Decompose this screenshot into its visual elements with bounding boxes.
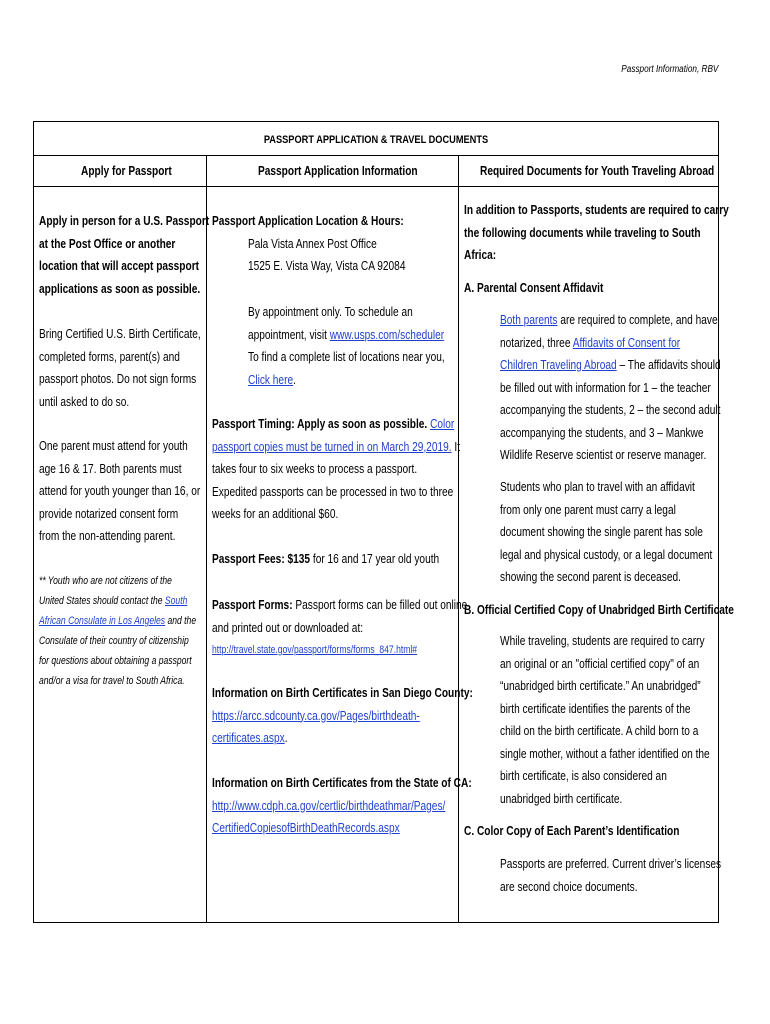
parent-attendance: One parent must attend for youth age 16 & 17. Both parents must attend for youth younger than 16, or provide notarized consent form from the non-attending parent. (39, 438, 201, 543)
usps-scheduler-link[interactable]: www.usps.com/scheduler (329, 326, 445, 342)
single-parent-text: Students who plan to travel with an affidavit from only one parent must carry a legal document showing the single parent has sole legal and physical custody, or a legal document showing the second parent is deceased. (500, 479, 713, 584)
sd-county-link[interactable]: https://arcc.sdcounty.ca.gov/Pages/birthdeath- (212, 707, 420, 723)
click-here-link[interactable]: Click here (248, 371, 294, 387)
appointment-section: By appointment only. To schedule an appointment, visit www.usps.com/scheduler To find a complete list of locations near you, Click here. (248, 304, 445, 387)
section-c-heading: C. Color Copy of Each Parent’s Identification (464, 823, 680, 838)
table-title: PASSPORT APPLICATION & TRAVEL DOCUMENTS (263, 134, 489, 146)
column-header-required-docs: Required Documents for Youth Traveling Abroad (480, 163, 715, 178)
cdph-link[interactable]: http://www.cdph.ca.gov/certlic/birthdeathmar/Pages/ (212, 797, 446, 813)
section-b-heading: B. Official Certified Copy of Unabridged Birth Certificate (464, 602, 734, 617)
affidavit-link[interactable]: Affidavits of Consent for (572, 334, 681, 350)
fees-section: Passport Fees: $135 for 16 and 17 year old youth (212, 551, 440, 566)
both-parents-link[interactable]: Both parents (500, 312, 558, 327)
timing-section: Passport Timing: Apply as soon as possible. Color passport copies must be turned in on March 29,2019. It takes four to six weeks to process a passport. Expedited passports can be processed in two to three weeks for an additional $60. (212, 416, 461, 521)
column-header-apply: Apply for Passport (81, 163, 172, 178)
location-section: Passport Application Location & Hours: Pala Vista Annex Post Office 1525 E. Vista Way, Vista CA 92084 (212, 210, 458, 278)
section-a-heading: A. Parental Consent Affidavit (464, 280, 604, 295)
forms-section: Passport Forms: Passport forms can be filled out online and printed out or downloaded at: http://travel.state.gov/passport/forms/forms_847.html# (212, 594, 539, 662)
affidavit-link[interactable]: Children Traveling Abroad (500, 357, 617, 372)
consulate-link[interactable]: African Consulate in Los Angeles (39, 615, 166, 627)
consulate-link[interactable]: South (164, 595, 188, 607)
passport-forms-link[interactable]: http://travel.state.gov/passport/forms/forms_847.html# (212, 644, 418, 656)
color-copies-link[interactable]: passport copies must be turned in on March 29,2019. (212, 438, 452, 454)
apply-instructions: Apply in person for a U.S. Passport at the Post Office or another location that will accept passport applications as soon as possible. (39, 213, 210, 296)
location-heading: Passport Application Location & Hours: (212, 213, 404, 228)
parental-affidavit-text: Both parents are required to complete, and have notarized, three Affidavits of Consent for Children Traveling Abroad – The affidavits should be filled out with information for 1 – the teacher accompanying the students, 2 – the second adult accompanying the students, and 3 – Mankwe Wildlife Reserve scientist or reserve manager. (500, 312, 721, 462)
cdph-link[interactable]: CertifiedCopiesofBirthDeathRecords.aspx (212, 820, 400, 835)
ca-birth-cert-section: Information on Birth Certificates from the State of CA: http://www.cdph.ca.gov/certlic/birthdeathmar/Pages/ CertifiedCopiesofBirthDeathRecords.aspx (212, 772, 545, 840)
parent-id-text: Passports are preferred. Current driver’s licenses are second choice documents. (500, 856, 722, 894)
sd-birth-cert-section: Information on Birth Certificates in San Diego County: https://arcc.sdcounty.ca.gov/Pages/birthdeath- certificates.aspx. (212, 685, 473, 745)
bring-documents: Bring Certified U.S. Birth Certificate, completed forms, parent(s) and passport photos. Do not sign forms until asked to do so. (39, 326, 201, 409)
non-citizen-note: ** Youth who are not citizens of the United States should contact the South African Consulate in Los Angeles and the Consulate of their country of citizenship for questions about obtaining a passport and/or a visa for travel to South Africa. (39, 575, 197, 687)
sd-county-link[interactable]: certificates.aspx (212, 730, 285, 745)
table-title-row (34, 122, 718, 156)
color-copies-link[interactable]: Color (430, 416, 455, 431)
header-note: Passport Information, RBV (620, 64, 718, 75)
column-header-info: Passport Application Information (258, 163, 418, 178)
intro-required-docs: In addition to Passports, students are required to carry the following documents while traveling to South Africa: (464, 202, 729, 262)
document-table (33, 121, 734, 923)
birth-certificate-text: While traveling, students are required to carry an original or an "official certified copy" of an “unabridged birth certificate.” An unabridged” birth certificate identifies the parents of the child on the birth certificate. A child born to a single mother, without a father identified on the birth certificate, is also considered an unabridged birth certificate. (500, 633, 710, 806)
